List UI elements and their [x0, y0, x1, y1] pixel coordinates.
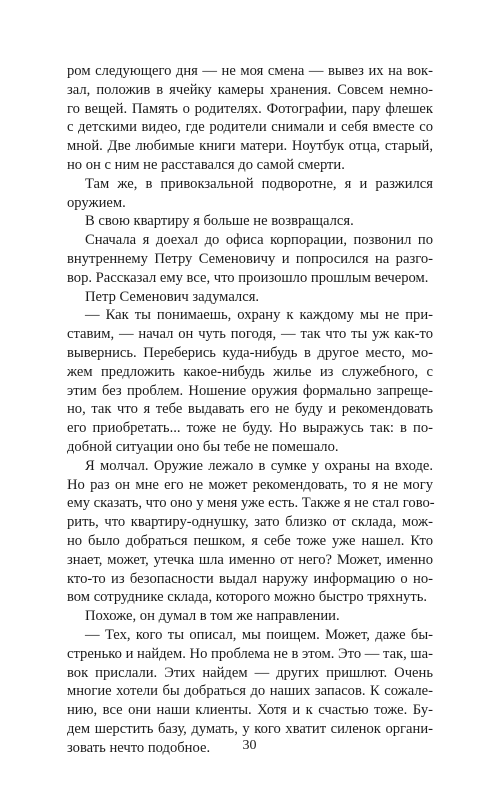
text-line: вок прислали. Этих найдем — других пришлют. Очень [67, 664, 433, 681]
text-line: зовать нечто подобное. [67, 739, 211, 756]
paragraph [67, 306, 433, 456]
text-line: Но раз он мне его не может рекомендовать, то я не могу [67, 476, 433, 493]
text-line: внутреннему Петру Семеновичу и попросился на разго- [67, 250, 433, 267]
paragraph [67, 175, 433, 213]
text-line: ром следующего дня — не моя смена — вывез их на вок- [67, 63, 433, 79]
text-line: В свою квартиру я больше не возвращался. [85, 213, 354, 230]
paragraph [67, 607, 433, 626]
text-line: — Тех, кого ты описал, мы поищем. Может, даже бы- [85, 626, 433, 643]
text-line: дем шерстить базу, думать, у кого хватит силенок органи- [67, 720, 433, 737]
page-text-body [67, 62, 433, 757]
text-line: мной. Две любимые книги матери. Ноутбук отца, старый, [67, 138, 433, 155]
text-line: нию, все они наши клиенты. Хотя и к счастью тоже. Бу- [67, 702, 433, 719]
text-line: ставим, — начал он чуть погодя, — так что ты уж как-то [67, 326, 433, 343]
page-number: 30 [242, 738, 257, 753]
text-line: — Как ты понимаешь, охрану к каждому мы не при- [85, 307, 433, 324]
text-line: рить, что квартиру-однушку, зато близко от склада, мож- [67, 514, 433, 531]
text-line: оружием. [67, 194, 126, 211]
text-line: вор. Рассказал ему все, что произошло прошлым вечером. [67, 269, 429, 286]
text-line: этим без проблем. Ношение оружия формально запреще- [67, 382, 433, 399]
paragraph [67, 231, 433, 287]
text-line: Сначала я доехал до офиса корпорации, позвонил по [85, 232, 433, 249]
text-line: знает, может, утечка шла именно от него? Может, именно [67, 551, 433, 568]
text-line: вывернись. Переберись куда-нибудь в другое место, мо- [67, 344, 433, 361]
text-line: ему сказать, что оно у меня уже есть. Также я не стал гово- [67, 495, 435, 512]
paragraph [67, 288, 433, 307]
paragraph [67, 62, 433, 175]
text-line: его приобретать... тоже не буду. Но выражусь так: в по- [67, 420, 433, 437]
text-line: Там же, в привокзальной подворотне, я и разжился [85, 175, 433, 192]
text-line: с детскими видео, где родители снимали и себя вместе со [67, 119, 433, 136]
text-line: зал, положив в ячейку камеры хранения. Совсем немно- [67, 81, 433, 98]
text-line: добной ситуации оно бы тебе не помешало. [67, 438, 339, 455]
text-line: но, так что я тебе выдавать его не буду и рекомендовать [67, 401, 433, 418]
text-line: Я молчал. Оружие лежало в сумке у охраны на входе. [85, 457, 433, 474]
paragraph [67, 457, 433, 607]
text-line: жем предложить какое-нибудь жилье из служебного, с [67, 363, 433, 380]
paragraph [67, 212, 433, 231]
text-line: Похоже, он думал в том же направлении. [85, 608, 340, 625]
text-line: вом сотруднике склада, которого можно быстро тряхнуть. [67, 589, 427, 606]
text-line: стренько и найдем. Но проблема не в этом. Это — так, шa- [67, 645, 434, 662]
text-line: Петр Семенович задумался. [85, 288, 260, 305]
text-line: многие хотели бы добраться до наших запасов. К сожале- [67, 683, 433, 700]
text-line: го вещей. Память о родителях. Фотографии, пару флешек [67, 100, 433, 117]
text-line: кто-то из безопасности выдал наружу информацию о но- [67, 570, 433, 587]
text-line: но он с ним не расставался до самой смерти. [67, 156, 345, 173]
text-line: но было добраться пешком, я себе тоже уже нашел. Кто [67, 532, 433, 549]
